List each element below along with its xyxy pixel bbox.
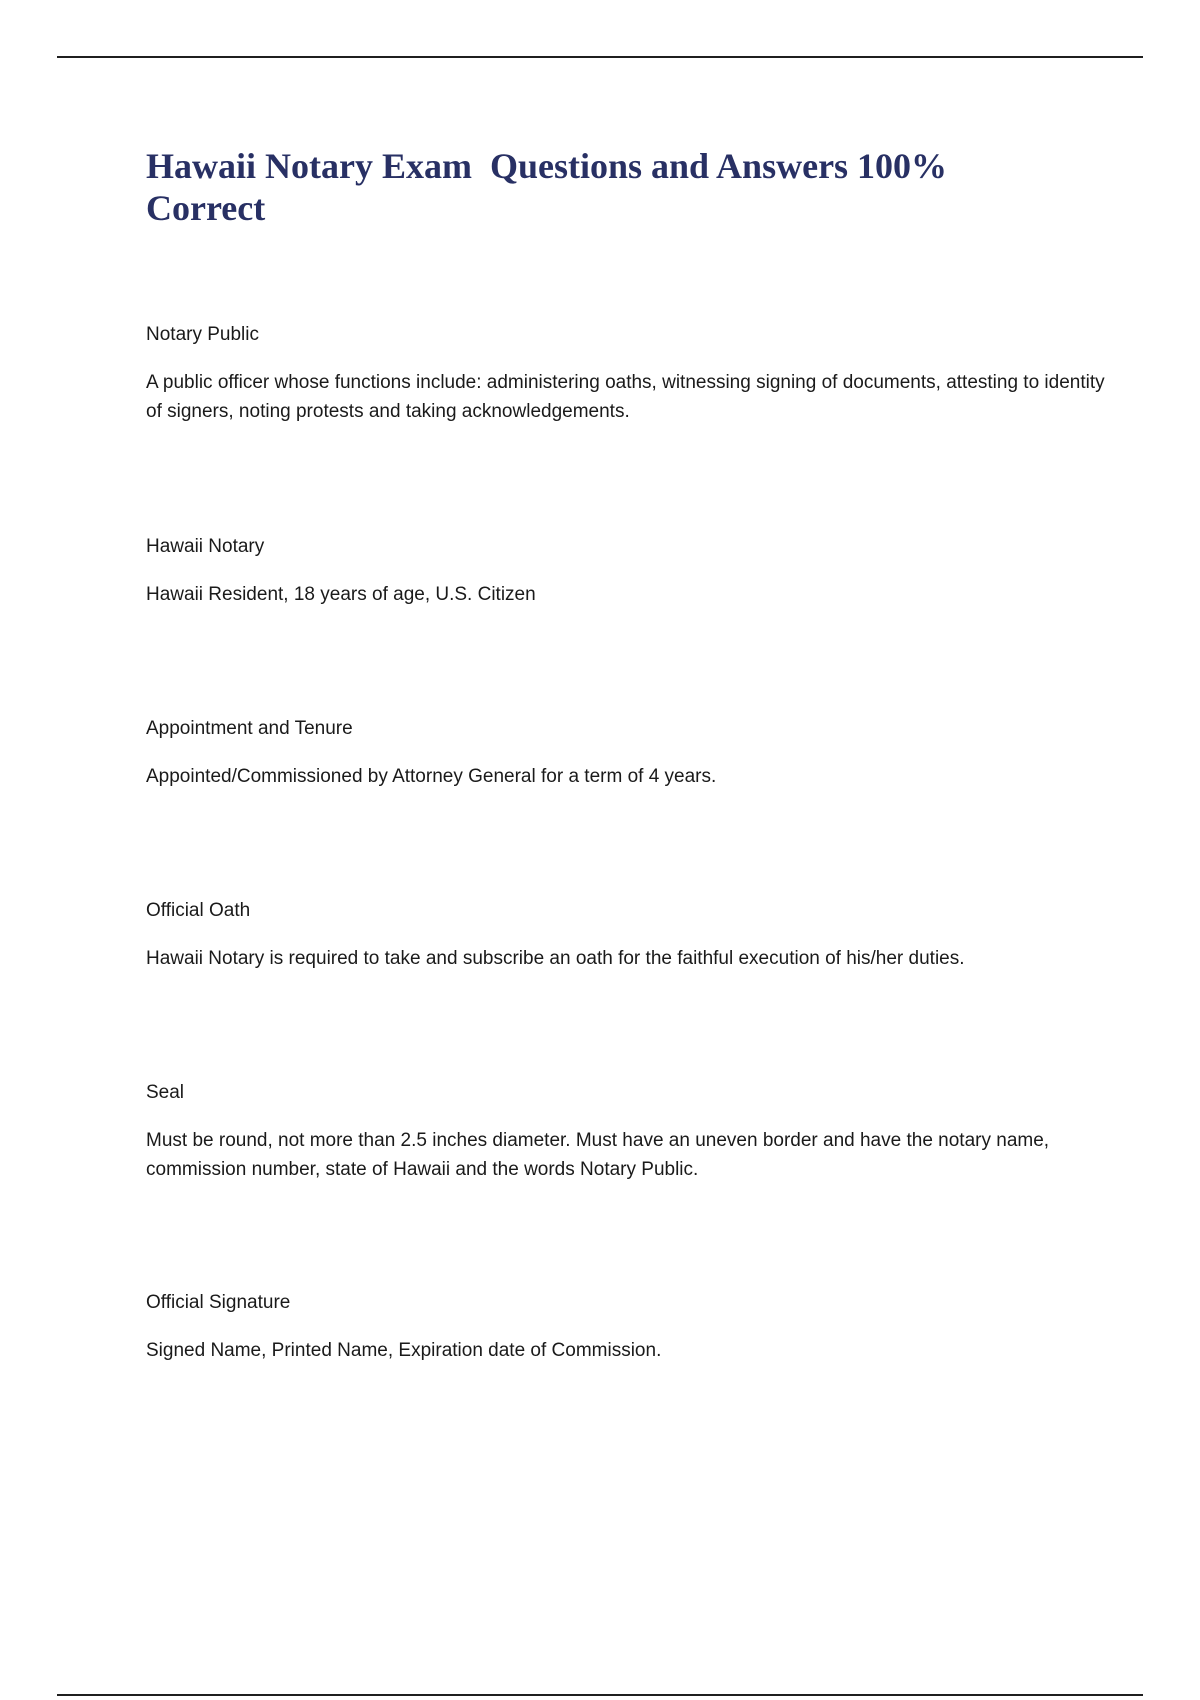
qa-item-appointment-and-tenure xyxy=(146,717,1106,791)
term: Hawaii Notary xyxy=(146,536,265,557)
term: Official Oath xyxy=(146,900,251,921)
definition: Appointed/Commissioned by Attorney General for a term of 4 years. xyxy=(146,766,717,787)
qa-item-official-oath xyxy=(146,899,1106,973)
definition: Hawaii Notary is required to take and subscribe an oath for the faithful execution of his/her duties. xyxy=(146,948,965,969)
definition: A public officer whose functions include: administering oaths, witnessing signing of documents, attesting to identity of signers, noting protests and taking acknowledgements. xyxy=(146,372,1105,422)
definition: Must be round, not more than 2.5 inches diameter. Must have an uneven border and have the notary name, commission number, state of Hawaii and the words Notary Public. xyxy=(146,1130,1050,1180)
definition: Hawaii Resident, 18 years of age, U.S. Citizen xyxy=(146,584,536,605)
qa-item-hawaii-notary xyxy=(146,535,1106,609)
footer-rule xyxy=(57,1694,1143,1696)
term: Notary Public xyxy=(146,324,259,345)
definition: Signed Name, Printed Name, Expiration date of Commission. xyxy=(146,1340,662,1361)
qa-item-seal xyxy=(146,1081,1106,1184)
term: Appointment and Tenure xyxy=(146,718,353,739)
header-rule xyxy=(57,56,1143,58)
qa-item-notary-public xyxy=(146,323,1106,426)
document-title: Hawaii Notary Exam Questions and Answers 100% Correct xyxy=(146,146,957,228)
term: Official Signature xyxy=(146,1292,291,1313)
term: Seal xyxy=(146,1082,185,1103)
qa-item-official-signature xyxy=(146,1291,1106,1365)
